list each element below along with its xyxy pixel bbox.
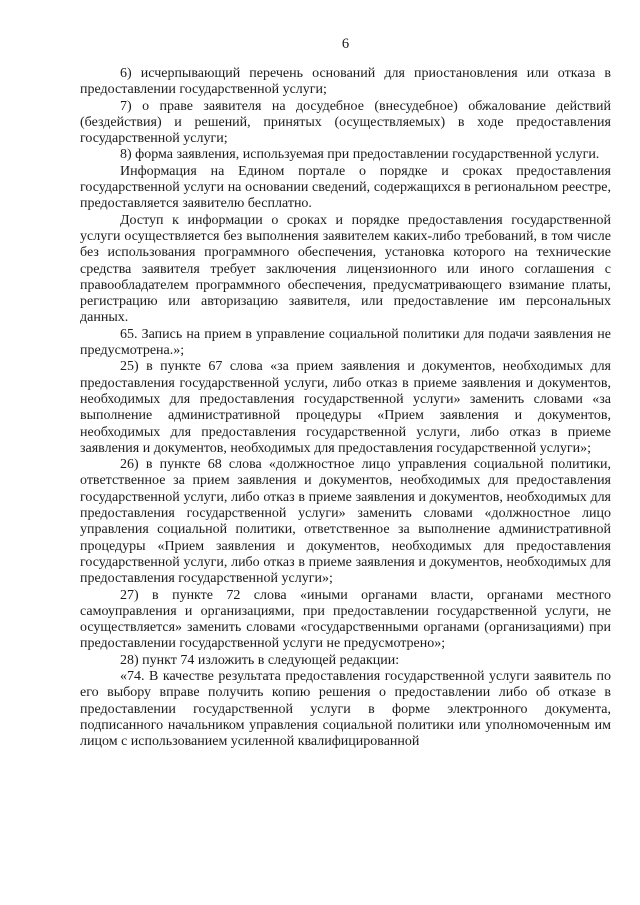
paragraph-item-8: 8) форма заявления, используемая при предоставлении государственной услуги. (120, 147, 600, 163)
paragraph-item-6: 6) исчерпывающий перечень оснований для приостановления или отказа в предоставлении государственной услуги; (80, 66, 611, 98)
page-number: 6 (341, 36, 350, 52)
paragraph-portal-info: Информация на Едином портале о порядке и сроках предоставления государственной услуги на основании сведений, содержащихся в региональном реестре, предоставляется заявителю бесплатно. (80, 163, 611, 212)
paragraph-item-7: 7) о праве заявителя на досудебное (внесудебное) обжалование действий (бездействия) и решений, принятых (осуществляемых) в ходе предоставления государственной услуги; (80, 98, 611, 147)
paragraph-amendment-28: 28) пункт 74 изложить в следующей редакции: (120, 652, 400, 668)
paragraph-65: 65. Запись на прием в управление социальной политики для подачи заявления не предусмотрена.»; (80, 326, 611, 359)
paragraph-74: «74. В качестве результата предоставления государственной услуги заявитель по его выбору вправе получить копию решения о предоставлении либо об отказе в предоставлении государственной услуги в форме электронного документа, подписанного начальником управления социальной политики или уполномоченным им лицом с использованием усиленной квалифицированной (80, 668, 611, 750)
paragraph-access-info: Доступ к информации о сроках и порядке предоставления государственной услуги осуществляется без выполнения заявителем каких-либо требований, в том числе без использования программного обеспечения, установка которого на технические средства заявителя требует заключения лицензионного или иного соглашения с правообладателем программного обеспечения, предусматривающего взимание платы, регистрацию или авторизацию заявителя, или предоставление им персональных данных. (80, 212, 611, 326)
paragraph-amendment-26: 26) в пункте 68 слова «должностное лицо управления социальной политики, ответственное за прием заявления и документов, необходимых для предоставления государственной услуги, либо отказ в приеме заявления и документов, необходимых для предоставления государственной услуги» заменить словами «должностное лицо управления социальной политики, ответственное за выполнение административной процедуры «Прием заявления и документов, необходимых для предоставления государственной услуги, либо отказ в приеме заявления и документов, необходимых для предоставления государственной услуги»; (80, 457, 611, 587)
paragraph-amendment-27: 27) в пункте 72 слова «иными органами власти, органами местного самоуправления и организациями, при предоставлении государственной услуги, не осуществляется» заменить словами «государственными органами (организациями) при предоставлении государственной услуги не предусмотрено»; (80, 587, 611, 652)
paragraph-amendment-25: 25) в пункте 67 слова «за прием заявления и документов, необходимых для предоставления государственной услуги, либо отказ в приеме заявления и документов, необходимых для предоставления государственной услуги» заменить словами «за выполнение административной процедуры «Прием заявления и документов, необходимых для предоставления государственной услуги, либо отказ в приеме заявления и документов, необходимых для предоставления государственной услуги»; (80, 359, 611, 456)
document-body (80, 66, 611, 750)
